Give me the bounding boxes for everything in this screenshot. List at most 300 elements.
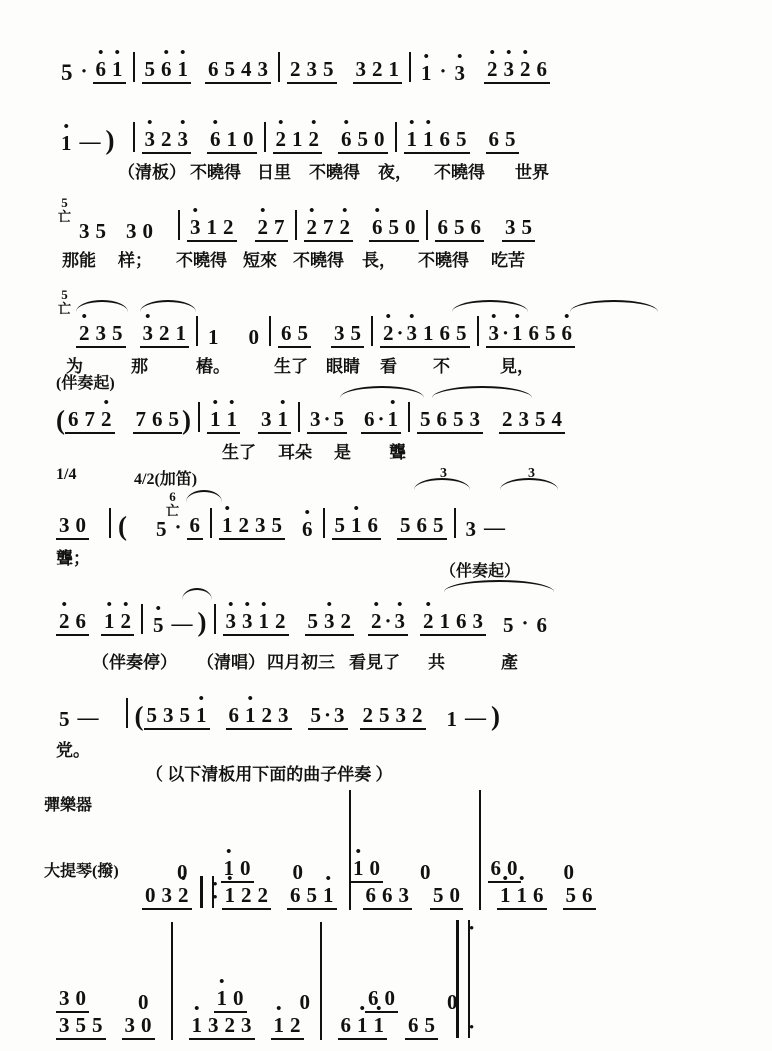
lyric-word: 生了 [274,357,308,376]
beam-group [214,988,247,1013]
note: • 3 [223,611,240,632]
lyric-word: 是 [334,443,351,462]
note: • 2 [304,217,321,238]
note: 5 [61,60,73,85]
note: 5 [453,407,464,431]
barline [408,402,410,432]
note: 0 [384,986,395,1010]
lyric-word: 看見了 [349,653,400,672]
note: • 1 [320,885,337,906]
beam-group [278,323,311,348]
note: 0 [507,856,518,880]
note: 2 [290,1013,301,1037]
note: 3 [79,219,90,243]
note: 5 [323,57,334,81]
lyric-word: 不曉得 [309,163,360,182]
annotation-qingchang: （清唱） [197,653,265,672]
note: 5 [545,321,556,345]
lyric-word: 看 [380,357,397,376]
note: 3 [505,215,516,239]
paren-close: ) [197,607,207,637]
note: • 1 [418,63,435,84]
note: • 3 [452,63,469,84]
note: • 1 [371,1015,388,1036]
note: 0 [374,127,385,151]
note: 2 [223,215,234,239]
note: 6 [436,407,448,431]
note: 1 [206,215,217,239]
note: 5 [420,407,431,431]
note: 2 [257,883,268,907]
note: 2 [290,57,301,81]
music-system-8 [56,698,500,730]
note: 4 [241,57,252,81]
note: • 1 [404,129,421,150]
repeat-barline-end [456,920,470,1038]
note: • 2 [255,217,272,238]
music-system-2 [58,122,519,154]
barline [133,122,135,152]
instrument-label-2: 大提琴(撥) [44,863,119,880]
lyric-word: 不曉得 [190,163,241,182]
note: 3 [472,609,484,633]
lyric-word: 那 [131,357,148,376]
note: 0 [405,215,416,239]
note: • 1 [189,1015,206,1036]
note: 6 [470,215,481,239]
barline [264,122,266,152]
note: • 1 [221,858,238,879]
following-instruction: （ 以下清板用下面的曲子伴奏 ） [146,765,393,784]
note: · [323,407,331,431]
note: • 6 [338,129,355,150]
barline [210,508,212,538]
note: 1 [446,707,458,731]
note: 1 [292,127,303,151]
note: 2 [340,609,351,633]
note: 6 [536,57,548,81]
beam-group [417,409,483,434]
note: 0 [420,860,431,884]
lyric-word: 夜， [378,163,412,182]
note: 5 [307,609,318,633]
note: 0 [75,513,86,537]
paren-open: ( [56,405,65,435]
note: 0 [142,219,153,243]
dot-prolong: · [80,59,88,83]
note: 5 [144,57,156,81]
paren-close: ) [105,125,115,155]
note: 5 [112,321,123,345]
note: • 6 [369,217,386,238]
beam-group [255,217,288,242]
note: 5 [297,321,308,345]
dot-prolong: · [439,59,447,83]
beam-group [133,409,183,434]
triplet-mark-2: 3 [528,466,535,481]
note: 5 [456,321,467,345]
meter-1-4: 1/4 [56,466,77,483]
beam-group [380,323,470,348]
note: 5 [59,707,70,731]
note: 5 [334,513,346,537]
note: 3 [518,407,530,431]
note: 3 [469,407,481,431]
beam-group [331,323,364,348]
note: • 3 [392,611,409,632]
note: • 1 [193,705,210,726]
barline [171,922,173,1040]
note: 3 [355,57,367,81]
beam-group [369,217,419,242]
note: • 3 [142,129,159,150]
note: 1 [439,609,451,633]
note: • 2 [98,409,115,430]
note: 0 [299,990,310,1014]
note: • 2 [175,885,192,906]
note: 5 [357,127,368,151]
music-system-7 [56,604,550,636]
note: 5 [156,517,167,541]
note: • 2 [76,323,93,344]
lyric-word: 聾 [389,443,406,462]
slur [182,588,212,600]
note: • 1 [348,515,365,536]
note: • 6 [299,519,316,540]
beam-group [338,129,388,154]
note: 5 [75,1013,86,1037]
note: • 2 [273,129,290,150]
note: 3 [255,513,266,537]
beam-group [435,217,485,242]
slur [432,386,532,398]
note: 2 [159,321,170,345]
note: 3 [126,219,137,243]
beam-group [484,59,550,84]
beam-group [404,129,470,154]
note: 5 [503,613,514,637]
beam-group [56,988,89,1013]
slur [570,300,658,312]
note: 5 [92,1013,103,1037]
lyric-word: 見， [500,357,534,376]
key-signature-2: 5 亡 [58,287,72,316]
note: 6 [439,127,450,151]
note: 1 [388,57,400,81]
barline [298,402,300,432]
beam-group [361,409,401,434]
note: • 3 [175,129,192,150]
note: 6 [189,513,201,537]
note: • 1 [58,133,75,154]
note: 5 [433,513,444,537]
prolong-dash: — [79,129,101,153]
note: 0 [75,986,86,1010]
note: • 3 [321,611,338,632]
music-system-6 [56,508,510,540]
note: • 1 [101,611,118,632]
lyric-word: 長， [362,251,396,270]
note: 5 [400,513,411,537]
note: 6 [582,883,593,907]
annotation-banzou-ting: （伴奏停） [92,653,177,672]
note: · [502,321,510,345]
note: • 1 [385,409,402,430]
note: 0 [177,860,188,884]
beam-group [499,409,565,434]
note: 7 [135,407,146,431]
beam-group [207,409,240,434]
key-signature-1: 5 亡 [58,195,72,224]
note: 6 [528,321,540,345]
note: 1 [175,321,186,345]
beam-group [122,1015,155,1040]
beam-group [56,1015,106,1040]
note: 2 [161,127,172,151]
note: 0 [292,860,303,884]
prolong-dash: — [77,705,99,729]
note: • 1 [275,409,292,430]
note: • 3 [486,323,503,344]
lyric-word: 不曉得 [418,251,469,270]
note: 6 [416,513,428,537]
lyric-line-2 [118,158,549,183]
beam-group [144,705,210,730]
note: • 1 [175,59,192,80]
lyric-word: 那能 [62,251,96,270]
note: 5 [224,57,236,81]
note: 1 [423,321,434,345]
note: 3 [395,703,407,727]
music-system-4 [76,316,575,348]
lyric-word: 日里 [257,163,291,182]
note: 5 [379,703,390,727]
note: 6 [490,856,501,880]
beam-group [405,1015,438,1040]
beam-group [397,515,447,540]
beam-group [93,59,126,84]
beam-group [420,611,486,636]
note: • 1 [207,409,224,430]
barline [198,402,200,432]
beam-group [486,323,576,348]
beam-group [76,323,126,348]
meter-4-2: 4/2(加笛) [134,471,198,488]
beam-group [332,515,382,540]
note: • 2 [517,59,534,80]
beam-group [142,129,192,154]
barline [126,698,128,728]
beam-group [56,611,89,636]
note: • 2 [380,323,397,344]
note: 1 [226,127,237,151]
note: 0 [248,325,259,349]
note: 6 [75,609,86,633]
note: 5 [433,883,444,907]
paren-open: ( [118,511,127,541]
beam-group [205,59,271,84]
note: · [377,407,385,431]
prolong-dash: — [465,705,487,729]
note: 3 [261,407,272,431]
note: 3 [465,517,477,541]
note: • 1 [224,409,241,430]
note: 0 [233,986,244,1010]
note: 5 [456,127,467,151]
note: 5 [310,703,321,727]
note: 5 [168,407,179,431]
note: 6 [368,986,379,1010]
note: • 2 [337,217,354,238]
note: 7 [84,407,95,431]
note: 3 [310,407,321,431]
note: 5 [535,407,546,431]
note: 7 [323,215,334,239]
note: • 2 [306,129,323,150]
beam-group [287,59,337,84]
note: 3 [334,703,345,727]
note: 5 [388,215,399,239]
beam-group [307,409,347,434]
lyric-word: 產 [501,653,518,672]
note: 2 [362,703,374,727]
instrument-label-1: 彈樂器 [44,797,93,814]
note: • 1 [497,885,514,906]
prolong-dash: — [171,611,193,635]
note: 3 [241,1013,252,1037]
beam-group [488,858,521,883]
beam-group [368,611,408,636]
note: 5 [350,321,361,345]
note: 5 [179,703,190,727]
note: 6 [68,407,79,431]
annotation-banzou-qi-2: （伴奏起） [440,563,521,580]
barline [395,122,397,152]
beam-group [101,611,134,636]
lyric-word: 生了 [222,443,256,462]
note: 5 [306,883,317,907]
note: • 3 [187,217,204,238]
note: 0 [563,860,574,884]
note: 2 [502,407,513,431]
note: 5 [454,215,465,239]
note: 0 [138,990,149,1014]
lyric-word: 吃苦 [491,251,525,270]
note: 0 [449,883,460,907]
note: • 3 [140,323,157,344]
accomp-system-9-part-1 [142,790,596,910]
barline [196,316,198,346]
beam-group [223,611,289,636]
lyric-word: 聾； [56,549,90,568]
note: 5 [95,219,106,243]
barline [109,508,111,538]
beam-group [304,217,354,242]
lyric-word: 样； [118,251,152,270]
note: 2 [412,703,423,727]
note: • 2 [368,611,385,632]
lyric-word: 不曉得 [434,163,485,182]
note: • 1 [514,885,531,906]
beam-group [365,988,398,1013]
note: 0 [369,856,380,880]
note: • 5 [150,615,167,636]
key-signature-3: 6 亡 [166,489,180,518]
slur [186,490,222,502]
barline [371,316,373,346]
beam-group [308,705,348,730]
note: 0 [145,883,156,907]
paren-close: ) [182,405,191,435]
note: 6 [439,321,451,345]
lyric-word: 为 [66,357,83,376]
beam-group [140,323,190,348]
note: 6 [340,1013,351,1037]
accomp-system-9-part-2 [174,858,577,883]
note: 6 [533,883,544,907]
note: 3 [59,513,70,537]
note: 0 [243,127,254,151]
barline [278,52,280,82]
note: 3 [306,57,318,81]
barline [479,790,481,910]
music-system-5 [56,402,565,434]
slur [340,386,424,398]
note: 6 [382,883,393,907]
beam-group [56,515,89,540]
barline [426,210,428,240]
note: 5 [271,513,283,537]
beam-group [350,858,383,883]
dot-prolong: · [174,515,182,539]
note: 6 [408,1013,419,1037]
barline [323,508,325,538]
note: 2 [372,57,383,81]
prolong-dash: — [484,515,506,539]
note: 6 [290,883,301,907]
note: 5 [146,703,157,727]
beam-group [142,885,192,910]
note: 2 [238,513,250,537]
note: 2 [241,883,252,907]
beam-group [338,1015,388,1040]
lyric-word: 樁。 [196,357,230,376]
lyric-line-5 [222,438,406,463]
lyric-word: 短來 [243,251,277,270]
annotation-banzou-qi-1: (伴奏起) [56,375,115,392]
lyric-word: 不曉得 [176,251,227,270]
paren-open: ( [134,701,144,731]
beam-group [353,59,403,84]
beam-group [287,885,337,910]
beam-group [497,885,547,910]
note: • 1 [242,705,259,726]
note: 5 [333,407,345,431]
lyric-annotation: （清板） [118,163,186,182]
lyric-word: 不曉得 [293,251,344,270]
note: 2 [261,703,272,727]
note: 3 [398,883,409,907]
note: · [324,703,332,727]
lyric-word: 党。 [56,741,90,760]
note: 5 [521,215,532,239]
note: 2 [275,609,286,633]
slur [414,478,470,490]
note: 6 [367,513,379,537]
note: · [396,321,404,345]
barline [409,52,411,82]
note: 6 [365,883,376,907]
